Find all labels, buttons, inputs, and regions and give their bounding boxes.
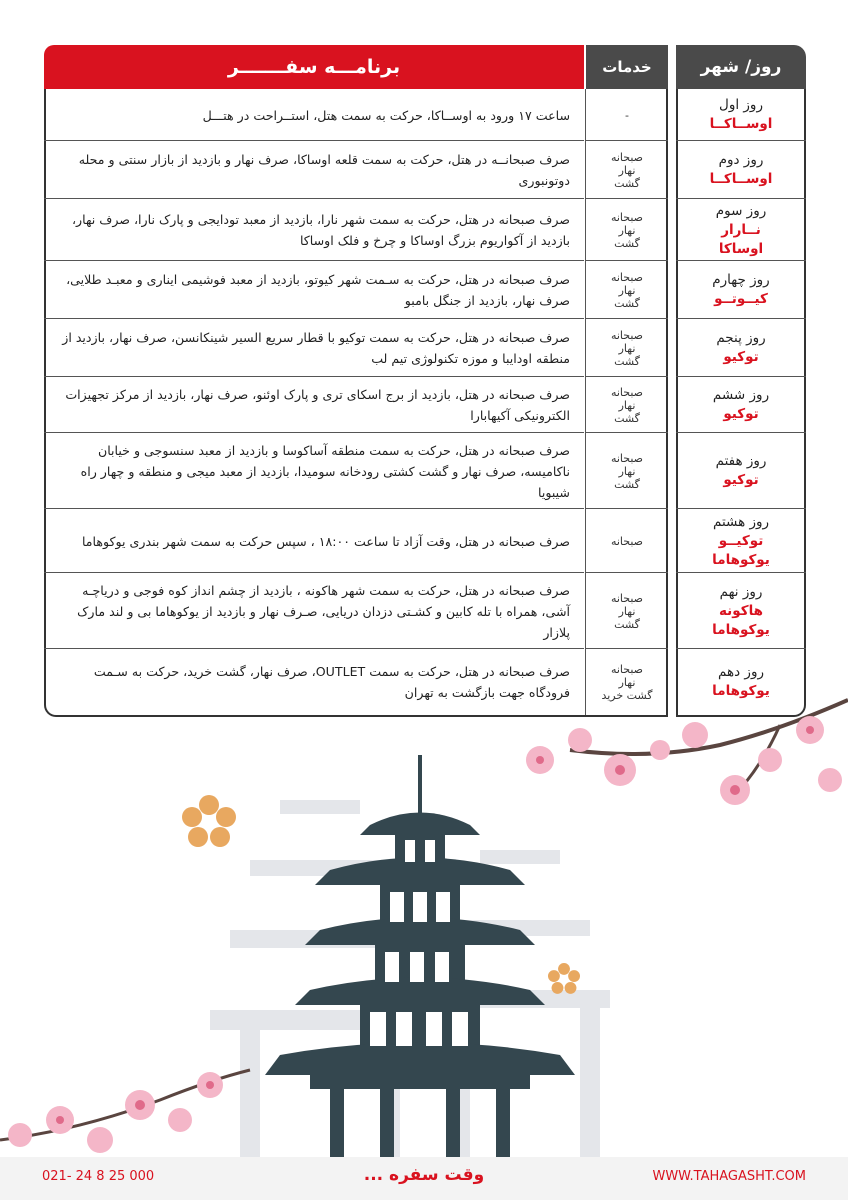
day-city-header: روز/ شهر [676, 45, 806, 89]
row-day: روز هفتم توکیو [715, 453, 767, 488]
itinerary-row [44, 89, 806, 141]
row-services: صبحانه نهار گشت [610, 270, 644, 310]
row-day: روز سوم نــارار اوساکا [715, 202, 767, 257]
orange-flower-icon [548, 963, 580, 995]
row-day: روز چهارم کیــوتــو [712, 272, 770, 307]
itinerary-row [44, 261, 806, 319]
itinerary-row [44, 433, 806, 509]
row-services: صبحانه نهار گشت [610, 451, 644, 491]
cherry-blossom-cluster-icon [0, 1060, 260, 1160]
row-description: صرف صبحانه در هتل، حرکت به سمت شهر نارا، بازدید از معبد تودایجی و پارک نارا، صرف نهار، بازدید از آکواریوم بزرگ اوساکا و چرخ و فلک اوساکا [71, 212, 570, 248]
row-services: - [625, 108, 629, 122]
phone-number[interactable]: 021- 24 8 25 000 [42, 1169, 155, 1184]
row-description: صرف صبحانه در هتل، وقت آزاد تا ساعت ۱۸:۰۰ ، سپس حرکت به سمت شهر بندری یوکوهاما [81, 533, 570, 549]
row-description: صرف صبحانــه در هتل، حرکت به سمت قلعه اوساکا، صرف نهار و بازدید از بازار سنتی و محله دوتونبوری [78, 152, 570, 188]
row-description: صرف صبحانه در هتل، حرکت به سمت منطقه آساکوسا و بازدید از معبد سنسوجی و خیابان ناکامیسه، صرف نهار و گشت کشتی رودخانه سومیدا، بازدید از معبد میجی و منطقه و چهار راه شیبویا [80, 442, 570, 500]
program-header: برنامـــه سفـــــــر [44, 45, 584, 89]
website-link[interactable]: WWW.TAHAGASHT.COM [652, 1169, 806, 1184]
row-services: صبحانه نهار گشت [610, 150, 644, 190]
row-day: روز هشتم توکیــو یوکوهاما [712, 513, 770, 568]
row-description: صرف صبحانه در هتل، حرکت به سمت OUTLET، صرف نهار، گشت خرید، حرکت به سـمت فرودگاه جهت بازگشت به تهران [93, 664, 570, 700]
row-day: روز دهم یوکوهاما [712, 664, 770, 699]
row-description: صرف صبحانه در هتل، بازدید از برج اسکای تری و پارک اوئنو، صرف نهار، بازدید از مرکز تجهیزات الکترونیکی آکیهابارا [65, 387, 570, 423]
row-day: روز دوم اوســاکــا [709, 152, 773, 187]
footer [0, 1157, 848, 1200]
itinerary-row [44, 199, 806, 261]
row-day: روز اول اوســاکــا [709, 97, 773, 132]
slogan: وقت سفره ... [363, 1165, 485, 1185]
row-day: روز پنجم توکیو [716, 330, 766, 365]
itinerary-row [44, 509, 806, 573]
row-services: صبحانه نهار گشت خرید [601, 662, 653, 702]
row-services: صبحانه نهار گشت [610, 591, 644, 631]
row-services: صبحانه نهار گشت [610, 385, 644, 425]
row-services: صبحانه نهار گشت [610, 328, 644, 368]
row-description: صرف صبحانه در هتل، حرکت به سـمت شهر کیوتو، بازدید از معبد فوشیمی ایناری و معبـد طلایی، صرف نهار، بازدید از جنگل بامبو [66, 272, 570, 308]
itinerary-row [44, 573, 806, 649]
row-day: روز نهم هاکونه یوکوهاما [712, 583, 770, 638]
row-services: صبحانه [610, 534, 644, 548]
itinerary-row [44, 319, 806, 377]
services-header: خدمات [586, 45, 668, 89]
row-description: صرف صبحانه در هتل، حرکت به سمت توکیو با قطار سریع السیر شینکانسن، صرف نهار، بازدید از منطقه اودایبا و موزه تکنولوژی تیم لب [62, 330, 570, 366]
row-services: صبحانه نهار گشت [610, 210, 644, 250]
orange-flower-icon [182, 795, 236, 849]
row-description: ساعت ۱۷ ورود به اوســاکا، حرکت به سمت هتل، استــراحت در هتـــل [202, 107, 570, 123]
itinerary-row [44, 649, 806, 715]
itinerary-row [44, 377, 806, 433]
row-description: صرف صبحانه در هتل، حرکت به سمت شهر هاکونه ، بازدید از چشم انداز کوه فوجی و دریاچـه آشی، همراه با تله کابین و کشـتی دزدان دریایی، صـرف نهار و بازدید از یوکوهاما بی و لند مارک پلازار [77, 582, 570, 640]
itinerary-row [44, 141, 806, 199]
row-day: روز ششم توکیو [712, 387, 770, 422]
